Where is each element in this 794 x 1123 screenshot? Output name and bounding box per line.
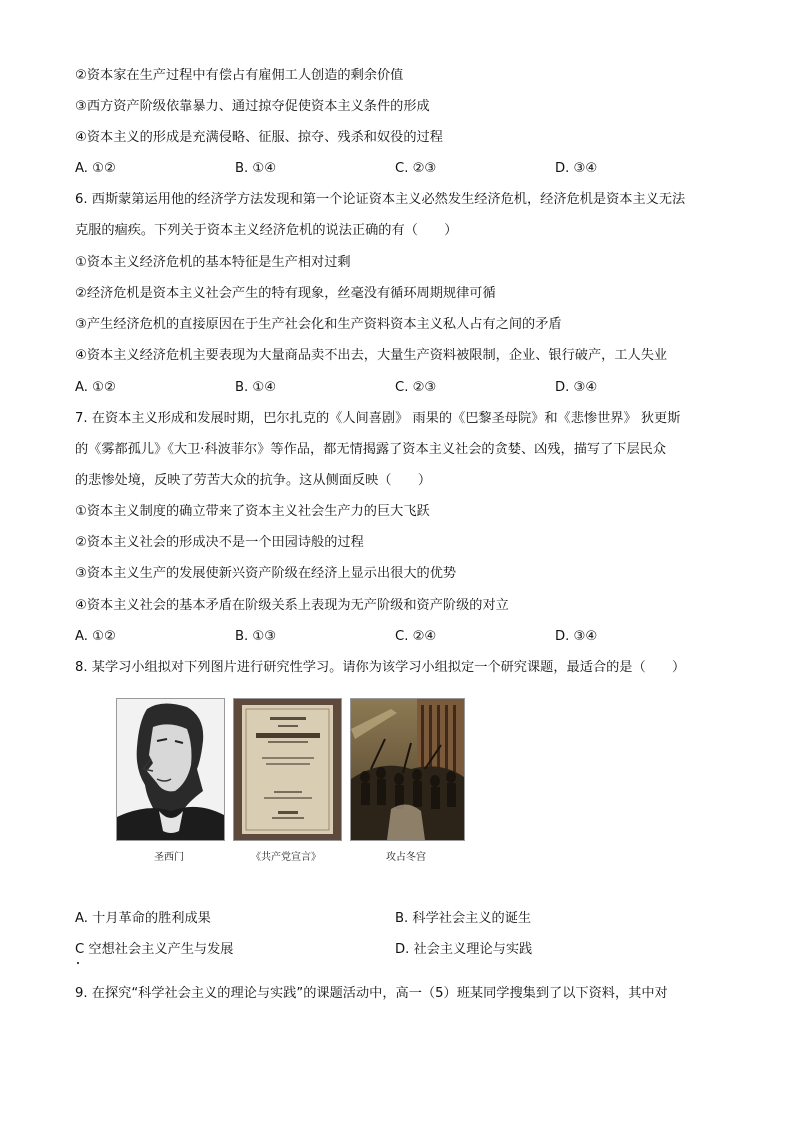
storming-winter-palace-painting — [350, 698, 465, 841]
communist-manifesto-cover — [233, 698, 342, 841]
q6-stem-line-1: 6. 西斯蒙第运用他的经济学方法发现和第一个论证资本主义必然发生经济危机，经济危机是资本主义无法 — [75, 192, 686, 207]
q8-option-d: D. 社会主义理论与实践 — [395, 942, 533, 957]
q7-option-a: A. ①② — [75, 629, 116, 644]
q6-stem-line-2: 克服的痼疾。下列关于资本主义经济危机的说法正确的有（ ） — [75, 223, 458, 238]
q7-option-d: D. ③④ — [555, 629, 598, 644]
caption-communist-manifesto: 《共产党宣言》 — [251, 852, 321, 863]
q6-statement-2: ②经济危机是资本主义社会产生的特有现象，丝毫没有循环周期规律可循 — [75, 286, 496, 301]
q6-statement-3: ③产生经济危机的直接原因在于生产社会化和生产资料资本主义私人占有之间的矛盾 — [75, 317, 562, 332]
q7-statement-3: ③资本主义生产的发展使新兴资产阶级在经济上显示出很大的优势 — [75, 566, 457, 581]
q5-option-c: C. ②③ — [395, 161, 437, 176]
q7-option-c: C. ②④ — [395, 629, 437, 644]
q7-option-b: B. ①③ — [235, 629, 277, 644]
q6-statement-1: ①资本主义经济危机的基本特征是生产相对过剩 — [75, 255, 351, 270]
q9-stem: 9. 在探究“科学社会主义的理论与实践”的课题活动中，高一（5）班某同学搜集到了以下资料，其中对 — [75, 986, 668, 1001]
caption-saint-simon: 圣西门 — [154, 852, 184, 863]
q8-stem: 8. 某学习小组拟对下列图片进行研究性学习。请你为该学习小组拟定一个研究课题，最适合的是（ ） — [75, 660, 686, 675]
saint-simon-portrait — [116, 698, 225, 841]
q5-statement-2: ②资本家在生产过程中有偿占有雇佣工人创造的剩余价值 — [75, 68, 404, 83]
q7-stem-line-2: 的《雾都孤儿》《大卫·科波菲尔》等作品，都无情揭露了资本主义社会的贪婪、凶残，描写了下层民众 — [75, 442, 667, 457]
q7-stem-line-3: 的悲惨处境，反映了劳苦大众的抗争。这从侧面反映（ ） — [75, 473, 432, 488]
caption-winter-palace: 攻占冬宫 — [386, 852, 426, 863]
q8-option-c: C 空想社会主义产生与发展 — [75, 942, 234, 957]
q6-option-d: D. ③④ — [555, 380, 598, 395]
q6-statement-4: ④资本主义经济危机主要表现为大量商品卖不出去，大量生产资料被限制，企业、银行破产，工人失业 — [75, 348, 668, 363]
q6-option-c: C. ②③ — [395, 380, 437, 395]
q7-statement-1: ①资本主义制度的确立带来了资本主义社会生产力的巨大飞跃 — [75, 504, 430, 519]
q8-option-b: B. 科学社会主义的诞生 — [395, 911, 532, 926]
q5-option-d: D. ③④ — [555, 161, 598, 176]
q7-statement-2: ②资本主义社会的形成决不是一个田园诗般的过程 — [75, 535, 364, 550]
q7-statement-4: ④资本主义社会的基本矛盾在阶级关系上表现为无产阶级和资产阶级的对立 — [75, 598, 509, 613]
stray-dot — [77, 962, 79, 964]
q5-option-b: B. ①④ — [235, 161, 277, 176]
q6-option-b: B. ①④ — [235, 380, 277, 395]
q6-option-a: A. ①② — [75, 380, 116, 395]
q5-option-a: A. ①② — [75, 161, 116, 176]
q5-statement-4: ④资本主义的形成是充满侵略、征服、掠夺、残杀和奴役的过程 — [75, 130, 443, 145]
q7-stem-line-1: 7. 在资本主义形成和发展时期，巴尔扎克的《人间喜剧》 雨果的《巴黎圣母院》和《悲惨世界》 狄更斯 — [75, 411, 681, 426]
q8-option-a: A. 十月革命的胜利成果 — [75, 911, 211, 926]
q5-statement-3: ③西方资产阶级依靠暴力、通过掠夺促使资本主义条件的形成 — [75, 99, 430, 114]
